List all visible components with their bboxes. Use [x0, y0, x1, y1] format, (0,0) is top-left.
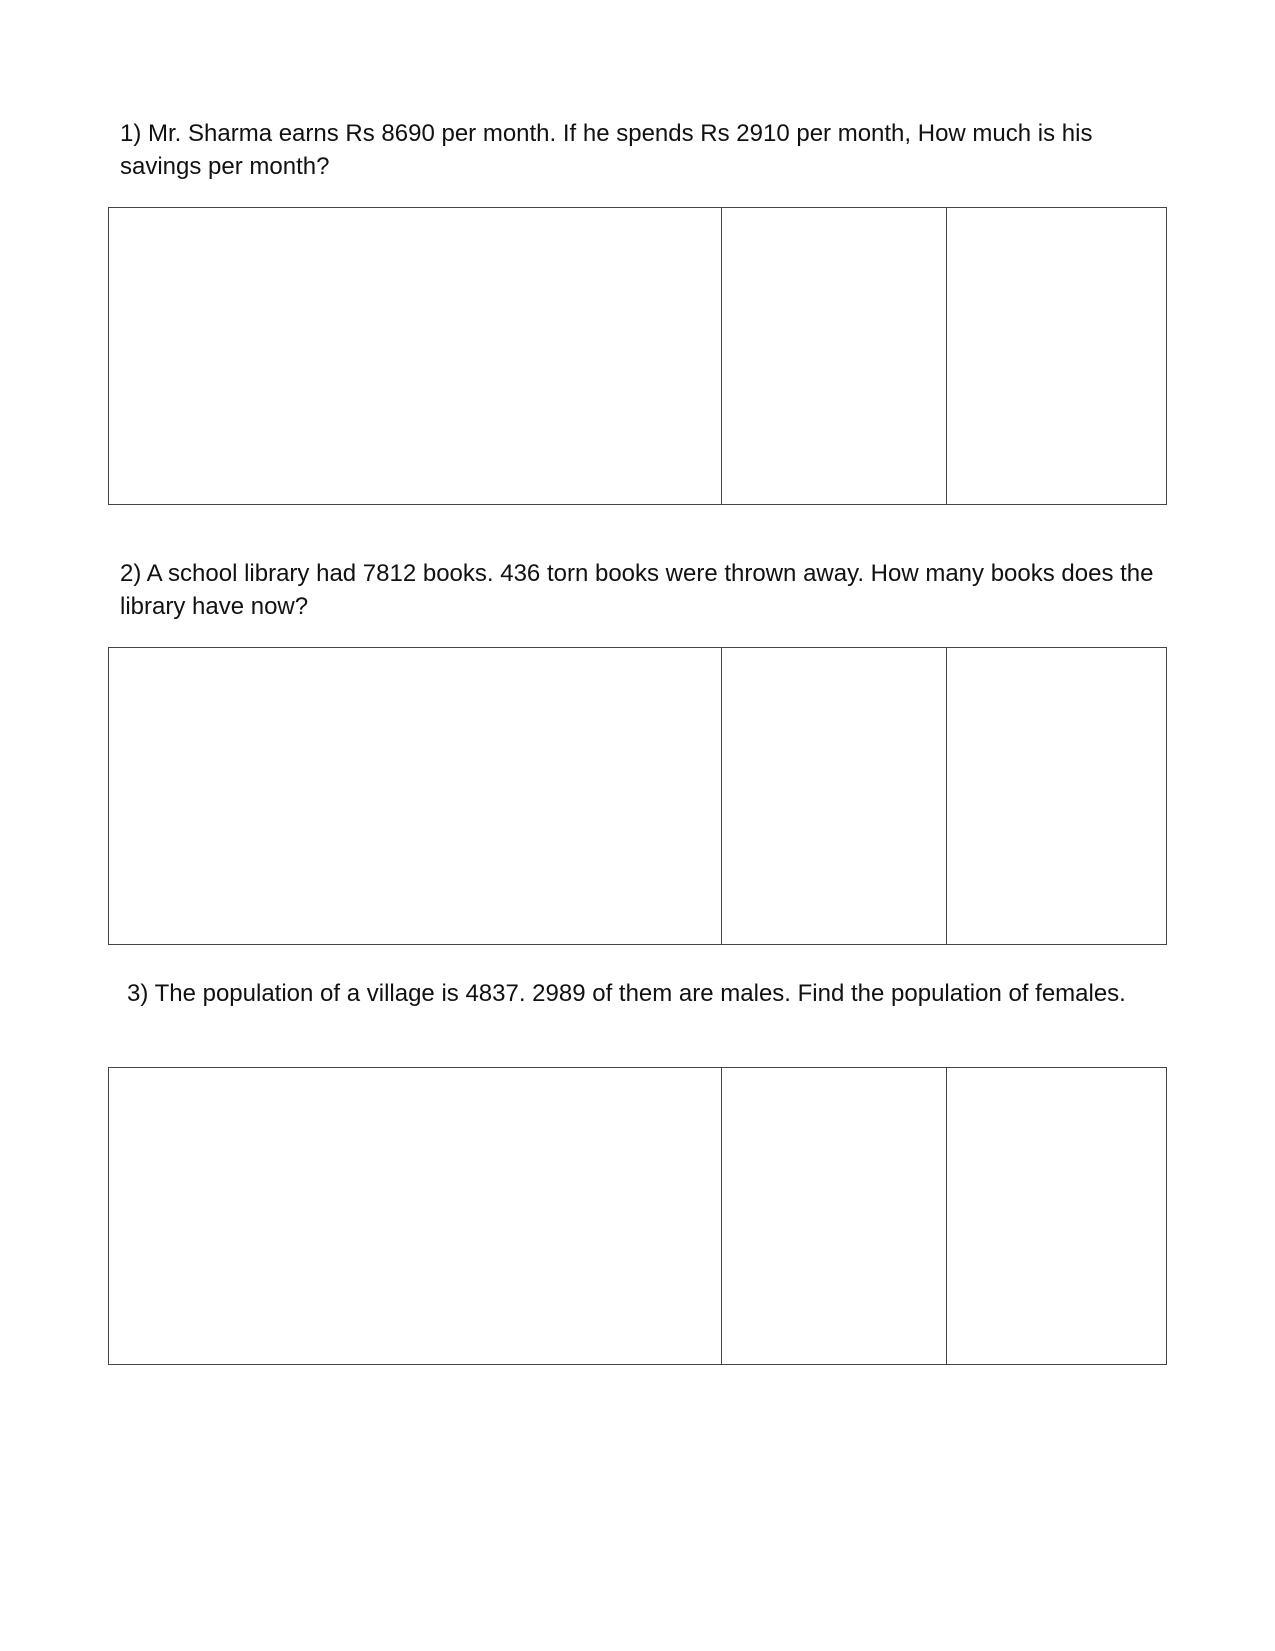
question-3-answer-box-b[interactable]	[947, 1068, 1166, 1364]
question-1-answer-box-a[interactable]	[722, 208, 947, 504]
question-3-text	[120, 977, 1180, 1010]
question-2-answer-box-b[interactable]	[947, 648, 1166, 944]
question-2-text: 2) A school library had 7812 books. 436 torn books were thrown away. How many books does the library have now?	[120, 560, 1154, 620]
question-1-answer-box-b[interactable]	[947, 208, 1166, 504]
question-1-text: 1) Mr. Sharma earns Rs 8690 per month. If he spends Rs 2910 per month, How much is his savings per month?	[120, 120, 1093, 180]
question-1-answer-grid	[108, 207, 1167, 505]
question-1-working-box[interactable]	[109, 208, 722, 504]
question-2-answer-grid	[108, 647, 1167, 945]
question-2-answer-box-a[interactable]	[722, 648, 947, 944]
question-3-answer-grid	[108, 1067, 1167, 1365]
question-3-label: 3) The population of a village is 4837. 2989 of them are males. Find the population of females.	[127, 980, 1126, 1007]
question-3-answer-box-a[interactable]	[722, 1068, 947, 1364]
question-2-working-box[interactable]	[109, 648, 722, 944]
question-3-working-box[interactable]	[109, 1068, 722, 1364]
